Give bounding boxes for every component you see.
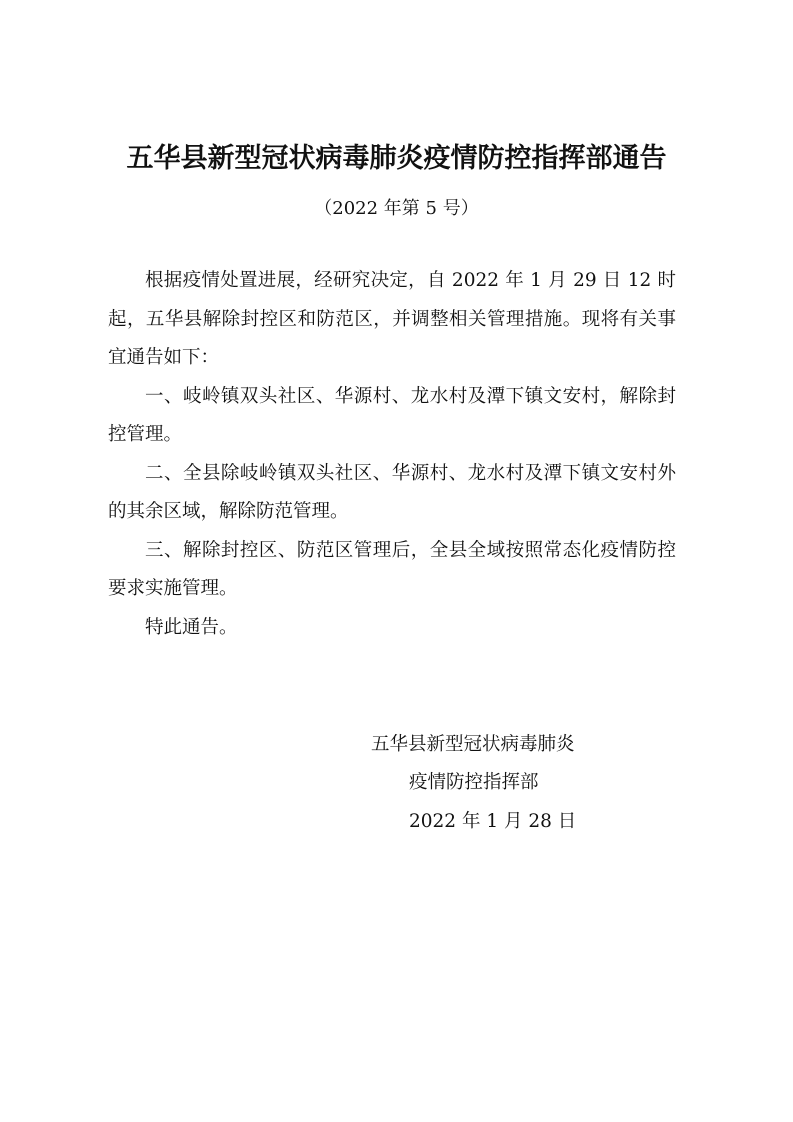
paragraph-item-2: 二、全县除岐岭镇双头社区、华源村、龙水村及潭下镇文安村外的其余区域，解除防范管理。 xyxy=(108,462,676,522)
paragraph-item-3: 三、解除封控区、防范区管理后，全县全域按照常态化疫情防控要求实施管理。 xyxy=(108,539,676,599)
paragraph-closing: 特此通告。 xyxy=(145,616,238,638)
signature-org-line1: 五华县新型冠状病毒肺炎 xyxy=(371,734,575,755)
document-body xyxy=(108,262,676,647)
paragraph-item-1: 一、岐岭镇双头社区、华源村、龙水村及潭下镇文安村，解除封控管理。 xyxy=(108,385,676,445)
signature-org-line2: 疫情防控指挥部 xyxy=(409,772,539,793)
signature-date: 2022 年 1 月 28 日 xyxy=(409,811,577,832)
document-title: 五华县新型冠状病毒肺炎疫情防控指挥部通告 xyxy=(126,143,667,174)
paragraph-intro: 根据疫情处置进展，经研究决定，自 2022 年 1 月 29 日 12 时起，五华县解除封控区和防范区，并调整相关管理措施。现将有关事宜通告如下： xyxy=(108,270,676,368)
document-number: （2022 年第 5 号） xyxy=(314,198,479,219)
